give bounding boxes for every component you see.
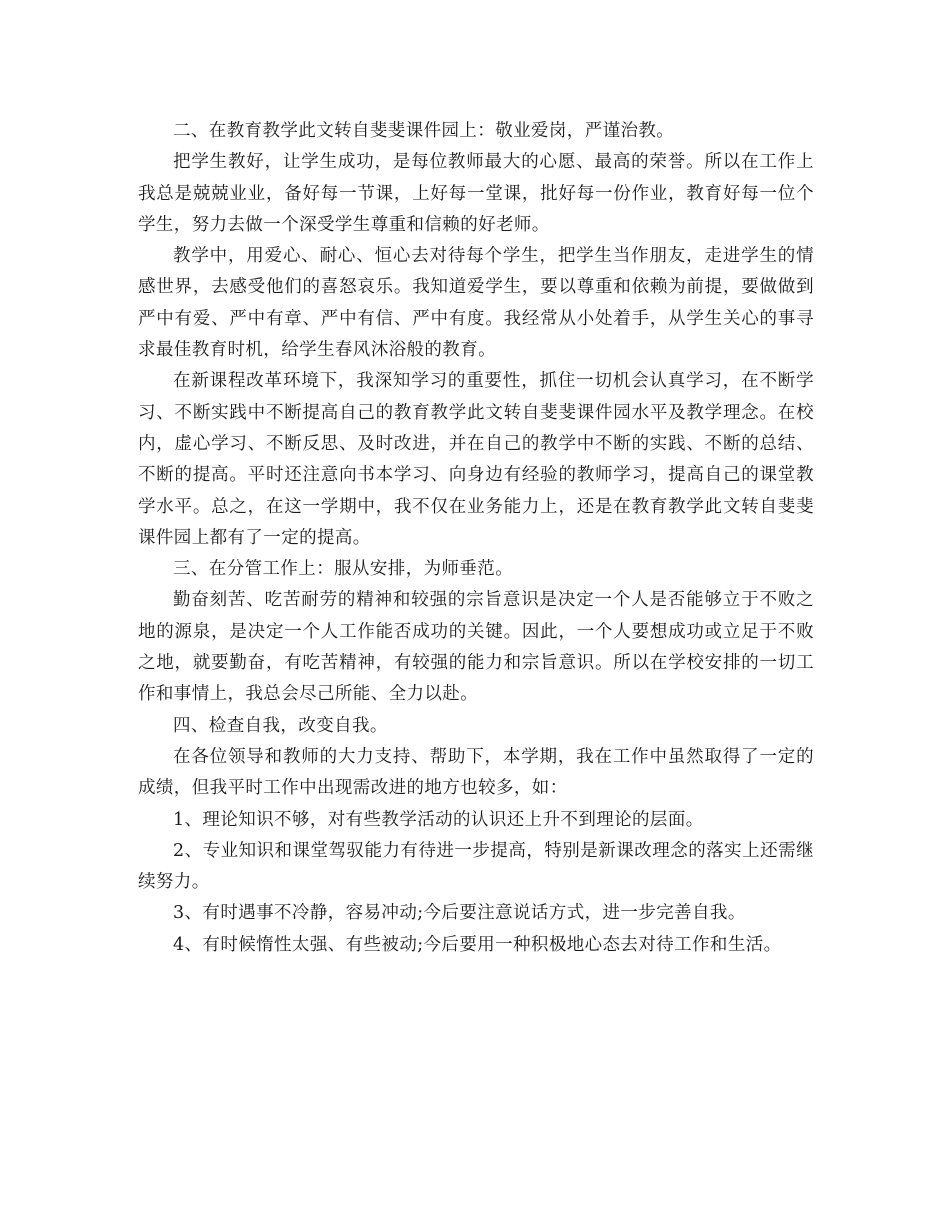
list-item-2: 2、专业知识和课堂驾驭能力有待进一步提高，特别是新课改理念的落实上还需继续努力。 (138, 840, 814, 893)
paragraph-curriculum-reform: 在新课程改革环境下，我深知学习的重要性，抓住一切机会认真学习，在不断学习、不断实践中不断提高自己的教育教学此文转自斐斐课件园水平及教学理念。在校内，虚心学习、不断反思、及时改进，并在自己的教学中不断的实践、不断的总结、不断的提高。平时还注意向书本学习、向身边有经验的教师学习，提高自己的课堂教学水平。总之，在这一学期中，我不仅在业务能力上，还是在教育教学此文转自斐斐课件园上都有了一定的提高。 (138, 371, 814, 548)
paragraph-diligence: 勤奋刻苦、吃苦耐劳的精神和较强的宗旨意识是决定一个人是否能够立于不败之地的源泉，是决定一个人工作能否成功的关键。因此，一个人要想成功或立足于不败之地，就要勤奋，有吃苦精神，有较强的能力和宗旨意识。所以在学校安排的一切工作和事情上，我总会尽己所能、全力以赴。 (138, 590, 814, 705)
list-item-4: 4、有时候惰性太强、有些被动;今后要用一种积极地心态去对待工作和生活。 (173, 934, 782, 955)
paragraph-student-success: 把学生教好，让学生成功，是每位教师最大的心愿、最高的荣誉。所以在工作上我总是兢兢业业，备好每一节课，上好每一堂课，批好每一份作业，教育好每一位个学生，努力去做一个深受学生尊重和信赖的好老师。 (138, 152, 814, 235)
section-heading-self-review: 四、检查自我，改变自我。 (173, 715, 388, 736)
document-body (138, 116, 814, 961)
section-heading-management: 三、在分管工作上：服从安排，为师垂范。 (173, 559, 514, 580)
paragraph-teaching-love: 教学中，用爱心、耐心、恒心去对待每个学生，把学生当作朋友，走进学生的情感世界，去感受他们的喜怒哀乐。我知道爱学生，要以尊重和依赖为前提，要做做到严中有爱、严中有章、严中有信、严中有度。我经常从小处着手，从学生关心的事寻求最佳教育时机，给学生春风沐浴般的教育。 (138, 246, 814, 361)
list-item-1: 1、理论知识不够，对有些教学活动的认识还上升不到理论的层面。 (173, 809, 704, 830)
list-item-3: 3、有时遇事不冷静，容易冲动;今后要注意说话方式，进一步完善自我。 (173, 903, 746, 924)
paragraph-improvements-intro: 在各位领导和教师的大力支持、帮助下，本学期，我在工作中虽然取得了一定的成绩，但我平时工作中出现需改进的地方也较多，如： (138, 746, 814, 799)
section-heading-teaching: 二、在教育教学此文转自斐斐课件园上：敬业爱岗，严谨治教。 (173, 121, 675, 141)
